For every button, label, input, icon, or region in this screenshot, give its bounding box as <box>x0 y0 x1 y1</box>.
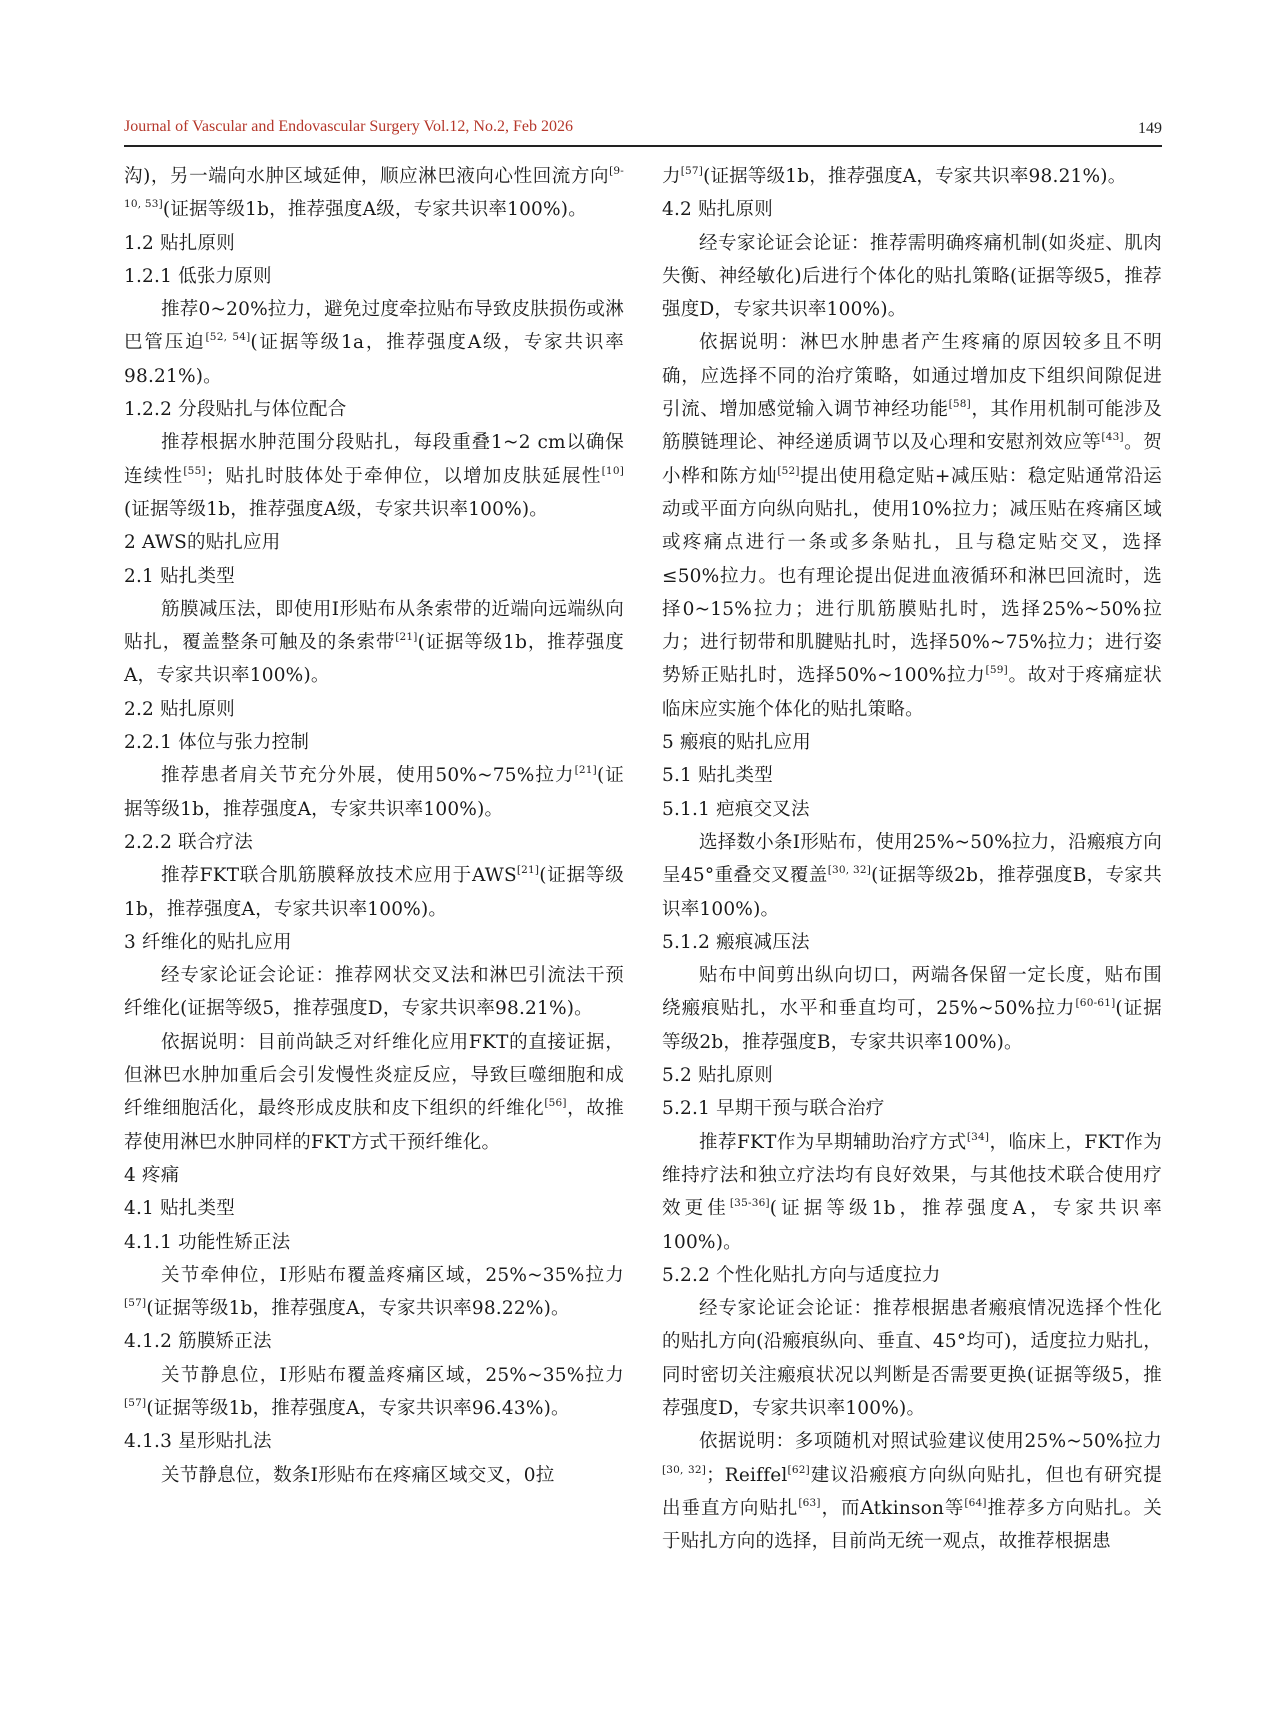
citation-ref: [59] <box>985 664 1008 677</box>
text-run: ，其作用机制可能涉及筋膜链理论、神经递质调节以及心理和安慰剂效应等 <box>662 399 1162 454</box>
text-run: (证据等级2b，推荐强度B，专家共识率100%)。 <box>662 998 1162 1053</box>
citation-ref: [64] <box>964 1496 987 1509</box>
section-heading <box>662 1059 1162 1092</box>
paragraph <box>662 326 1162 726</box>
section-heading <box>124 926 624 959</box>
section-heading <box>124 260 624 293</box>
citation-ref: [34] <box>966 1130 990 1143</box>
paragraph-continuation <box>124 160 624 227</box>
text-run: (证据等级1b，推荐强度A，专家共识率98.22%)。 <box>146 1298 570 1320</box>
text-run: 关节静息位，Ⅰ形贴布覆盖疼痛区域，25%~35%拉力 <box>161 1364 624 1386</box>
text-run: 5.2 贴扎原则 <box>662 1065 773 1087</box>
citation-ref: [60-61] <box>1075 997 1116 1010</box>
text-run: 。故对于疼痛症状临床应实施个体化的贴扎策略。 <box>662 665 1162 720</box>
text-run: 经专家论证会论证：推荐根据患者瘢痕情况选择个性化的贴扎方向(沿瘢痕纵向、垂直、45°均可)，适度拉力贴扎，同时密切关注瘢痕状况以判断是否需要更换(证据等级5，推荐强度D，专家共识率100%)。 <box>662 1298 1162 1419</box>
text-run: ，临床上，FKT作为维持疗法和独立疗法均有良好效果，与其他技术联合使用疗效更佳 <box>662 1131 1163 1220</box>
paragraph <box>124 959 624 1026</box>
text-run: 4 疼痛 <box>124 1164 180 1186</box>
section-heading <box>662 1259 1162 1292</box>
text-run: 4.2 贴扎原则 <box>662 199 773 221</box>
text-run: 2 AWS的贴扎应用 <box>124 532 281 554</box>
citation-ref: [21] <box>516 864 540 877</box>
text-run: 5 瘢痕的贴扎应用 <box>662 732 811 754</box>
section-heading <box>124 726 624 759</box>
paragraph <box>662 1292 1162 1425</box>
paragraph <box>662 1425 1162 1558</box>
text-run: 4.1 贴扎类型 <box>124 1198 235 1220</box>
citation-ref: [57] <box>124 1396 147 1409</box>
citation-ref: [35-36] <box>729 1197 770 1210</box>
text-run: 提出使用稳定贴+减压贴：稳定贴通常沿运动或平面方向纵向贴扎，使用10%拉力；减压贴在疼痛区域或疼痛点进行一条或多条贴扎，且与稳定贴交叉，选择≤50%拉力。也有理论提出促进血液循环和淋巴回流时，选择0~15%拉力；进行肌筋膜贴扎时，选择25%~50%拉力；进行韧带和肌腱贴扎时，选择50%~75%拉力；进行姿势矫正贴扎时，选择50%~100%拉力 <box>662 465 1162 687</box>
text-run: (证据等级1b，推荐强度A级，专家共识率100%)。 <box>124 498 548 520</box>
text-run: ，而Atkinson等 <box>820 1497 965 1519</box>
citation-ref: [21] <box>395 631 418 644</box>
section-heading <box>124 560 624 593</box>
section-heading <box>662 759 1162 792</box>
citation-ref: [56] <box>544 1097 567 1110</box>
citation-ref: [57] <box>680 165 704 177</box>
text-run: (证据等级1b，推荐强度A，专家共识率100%)。 <box>662 1198 1162 1253</box>
text-run: 经专家论证会论证：推荐需明确疼痛机制(如炎症、肌肉失衡、神经敏化)后进行个体化的贴扎策略(证据等级5，推荐强度D，专家共识率100%)。 <box>662 232 1162 321</box>
text-run: 依据说明：淋巴水肿患者产生疼痛的原因较多且不明确，应选择不同的治疗策略，如通过增加皮下组织间隙促进引流、增加感觉输入调节神经功能 <box>662 332 1162 421</box>
text-run: 关节静息位，数条Ⅰ形贴布在疼痛区域交叉，0拉 <box>161 1464 555 1486</box>
text-run: 筋膜减压法，即使用Ⅰ形贴布从条索带的近端向远端纵向贴扎，覆盖整条可触及的条索带 <box>124 598 624 654</box>
citation-ref: [30, 32] <box>827 864 872 877</box>
text-run: 1.2 贴扎原则 <box>124 232 235 254</box>
text-run: (证据等级1b，推荐强度A，专家共识率100%)。 <box>124 632 624 687</box>
text-run: ；贴扎时肢体处于牵伸位，以增加皮肤延展性 <box>205 465 602 487</box>
citation-ref: [52] <box>777 464 800 477</box>
citation-ref: [30, 32] <box>662 1463 707 1476</box>
page-number: 149 <box>1138 120 1162 137</box>
text-run: 4.1.1 功能性矫正法 <box>124 1231 291 1253</box>
text-run: 力 <box>662 166 681 187</box>
text-run: 建议沿瘢痕方向纵向贴扎，但也有研究提出垂直方向贴扎 <box>662 1464 1162 1519</box>
text-run: (证据等级1b，推荐强度A级，专家共识率100%)。 <box>162 199 587 221</box>
paragraph <box>124 1359 624 1426</box>
journal-citation: Journal of Vascular and Endovascular Surgery Vol.12, No.2, Feb 2026 <box>124 118 573 135</box>
section-heading <box>124 693 624 726</box>
paragraph <box>124 859 624 926</box>
text-run: (证据等级1b，推荐强度A，专家共识率98.21%)。 <box>703 166 1127 187</box>
section-heading <box>124 1159 624 1192</box>
text-run: 依据说明：多项随机对照试验建议使用25%~50%拉力 <box>699 1431 1162 1453</box>
text-run: 5.1.2 瘢痕减压法 <box>662 931 810 953</box>
text-run: 1.2.2 分段贴扎与体位配合 <box>124 399 347 421</box>
text-run: ，故推荐使用淋巴水肿同样的FKT方式干预纤维化。 <box>124 1098 624 1153</box>
citation-ref: [55] <box>183 464 206 477</box>
text-run: 。贺小桦和陈方灿 <box>662 432 1162 487</box>
text-run: 沟)，另一端向水肿区域延伸，顺应淋巴液向心性回流方向 <box>124 166 610 187</box>
paragraph <box>662 227 1162 327</box>
citation-ref: [63] <box>798 1496 821 1509</box>
text-run: 2.2.1 体位与张力控制 <box>124 732 310 754</box>
left-column <box>124 160 624 1492</box>
section-heading <box>124 526 624 559</box>
paragraph <box>124 759 624 826</box>
paragraph <box>124 1026 624 1159</box>
section-heading <box>124 1325 624 1358</box>
text-run: 经专家论证会论证：推荐网状交叉法和淋巴引流法干预纤维化(证据等级5，推荐强度D，专家共识率98.21%)。 <box>124 965 624 1020</box>
text-run: 推荐患者肩关节充分外展，使用50%~75%拉力 <box>161 765 575 787</box>
text-run: 2.1 贴扎类型 <box>124 565 235 587</box>
text-run: 5.2.2 个性化贴扎方向与适度拉力 <box>662 1264 941 1286</box>
section-heading <box>662 926 1162 959</box>
citation-ref: [10] <box>601 464 624 477</box>
paragraph <box>662 1126 1162 1259</box>
text-run: 推荐多方向贴扎。关于贴扎方向的选择，目前尚无统一观点，故推荐根据患 <box>662 1497 1162 1553</box>
citation-ref: [52, 54] <box>205 331 251 344</box>
text-run: 关节牵伸位，Ⅰ形贴布覆盖疼痛区域，25%~35%拉力 <box>161 1264 624 1286</box>
text-run: ；Reiffel <box>706 1464 788 1486</box>
right-column <box>662 160 1162 1558</box>
text-run: (证据等级1a，推荐强度A级，专家共识率98.21%)。 <box>124 332 624 387</box>
citation-ref: [9-10, 53] <box>124 165 624 211</box>
paragraph-continuation <box>662 160 1162 193</box>
text-run: (证据等级1b，推荐强度A，专家共识率100%)。 <box>124 765 625 820</box>
section-heading <box>124 393 624 426</box>
paragraph <box>124 293 624 393</box>
section-heading <box>662 193 1162 226</box>
text-run: 3 纤维化的贴扎应用 <box>124 931 292 953</box>
text-run: 依据说明：目前尚缺乏对纤维化应用FKT的直接证据，但淋巴水肿加重后会引发慢性炎症反应，导致巨噬细胞和成纤维细胞活化，最终形成皮肤和皮下组织的纤维化 <box>124 1031 624 1120</box>
paragraph <box>124 1259 624 1326</box>
citation-ref: [58] <box>948 398 971 411</box>
citation-ref: [43] <box>1101 431 1124 444</box>
citation-ref: [62] <box>787 1463 810 1476</box>
citation-ref: [57] <box>124 1297 147 1310</box>
text-run: 推荐FKT联合肌筋膜释放技术应用于AWS <box>161 865 517 887</box>
section-heading <box>124 1226 624 1259</box>
text-run: (证据等级1b，推荐强度A，专家共识率100%)。 <box>124 865 625 920</box>
text-run: 选择数小条Ⅰ形贴布，使用25%~50%拉力，沿瘢痕方向呈45°重叠交叉覆盖 <box>662 831 1162 887</box>
section-heading <box>124 1192 624 1225</box>
text-run: 4.1.3 星形贴扎法 <box>124 1431 272 1453</box>
paragraph <box>124 593 624 693</box>
running-header <box>124 112 1162 142</box>
section-heading <box>124 826 624 859</box>
text-run: 5.1 贴扎类型 <box>662 765 773 787</box>
text-run: (证据等级2b，推荐强度B，专家共识率100%)。 <box>662 865 1162 920</box>
text-run: 1.2.1 低张力原则 <box>124 265 272 287</box>
text-run: 2.2.2 联合疗法 <box>124 831 253 853</box>
header-rule <box>124 145 1162 147</box>
paragraph <box>662 826 1162 926</box>
section-heading <box>662 1092 1162 1125</box>
text-run: 推荐FKT作为早期辅助治疗方式 <box>699 1131 967 1153</box>
section-heading <box>124 227 624 260</box>
text-run: 5.2.1 早期干预与联合治疗 <box>662 1098 885 1120</box>
text-run: 5.1.1 疤痕交叉法 <box>662 798 810 820</box>
section-heading <box>662 793 1162 826</box>
section-heading <box>662 726 1162 759</box>
text-run: 推荐根据水肿范围分段贴扎，每段重叠1~2 cm以确保连续性 <box>124 432 624 487</box>
text-run: 贴布中间剪出纵向切口，两端各保留一定长度，贴布围绕瘢痕贴扎，水平和垂直均可，25%~50%拉力 <box>662 965 1162 1020</box>
text-run: (证据等级1b，推荐强度A，专家共识率96.43%)。 <box>146 1397 570 1419</box>
paragraph <box>124 426 624 526</box>
citation-ref: [21] <box>574 764 597 777</box>
text-run: 推荐0~20%拉力，避免过度牵拉贴布导致皮肤损伤或淋巴管压迫 <box>124 299 624 354</box>
text-run: 4.1.2 筋膜矫正法 <box>124 1331 272 1353</box>
section-heading <box>124 1425 624 1458</box>
text-run: 2.2 贴扎原则 <box>124 698 235 720</box>
paragraph <box>124 1459 624 1492</box>
paragraph <box>662 959 1162 1059</box>
